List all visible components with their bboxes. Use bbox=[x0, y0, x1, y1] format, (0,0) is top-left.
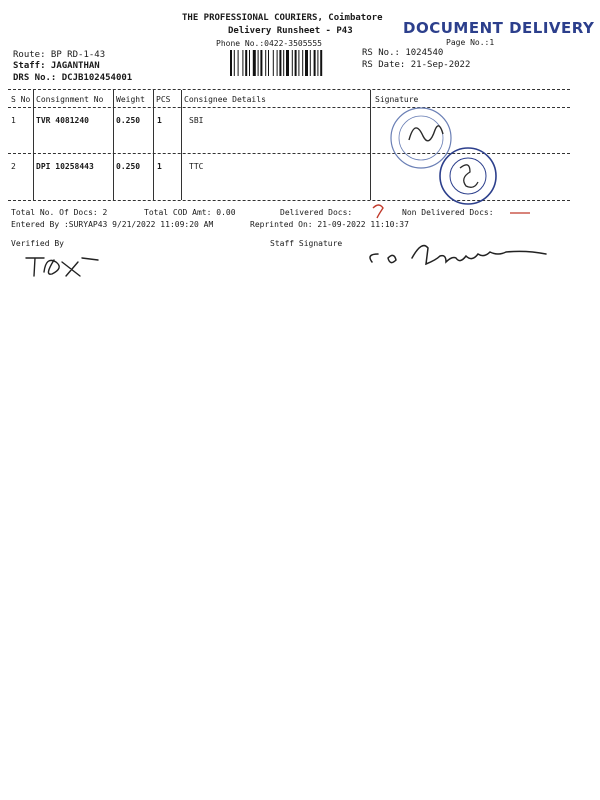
barcode-bar bbox=[298, 50, 299, 76]
col-divider bbox=[153, 90, 154, 200]
office-seal-stamp bbox=[420, 140, 510, 210]
page-number: Page No.:1 bbox=[446, 38, 495, 47]
barcode-bar bbox=[265, 50, 266, 76]
table-header-rule bbox=[8, 107, 570, 108]
row1-consignment: TVR 4081240 bbox=[36, 116, 89, 125]
entered-by: Entered By :SURYAP43 9/21/2022 11:09:20 AM bbox=[11, 220, 214, 229]
document-delivery-stamp: DOCUMENT DELIVERY bbox=[403, 19, 595, 37]
col-divider bbox=[33, 90, 34, 200]
barcode-bar bbox=[305, 50, 308, 76]
row1-pcs: 1 bbox=[157, 116, 162, 125]
staff-signature bbox=[366, 240, 586, 276]
barcode-bar bbox=[283, 50, 284, 76]
header-consignee: Consignee Details bbox=[184, 95, 266, 104]
barcode-bar bbox=[238, 50, 239, 76]
header-consignment: Consignment No bbox=[36, 95, 104, 104]
rs-number: RS No.: 1024540 bbox=[362, 48, 444, 58]
barcode-bar bbox=[230, 50, 232, 76]
company-title: THE PROFESSIONAL COURIERS, Coimbatore bbox=[182, 13, 383, 23]
row2-weight: 0.250 bbox=[116, 162, 141, 171]
barcode-bar bbox=[277, 50, 278, 76]
col-divider bbox=[113, 90, 114, 200]
barcode-bar bbox=[249, 50, 250, 76]
red-pen-dash bbox=[508, 210, 532, 216]
runsheet-title: Delivery Runsheet - P43 bbox=[228, 26, 353, 36]
barcode-bar bbox=[320, 50, 322, 76]
barcode-bar bbox=[242, 50, 243, 76]
row2-consignment: DPI 10258443 bbox=[36, 162, 94, 171]
barcode-bar bbox=[253, 50, 256, 76]
barcode-bar bbox=[245, 50, 247, 76]
barcode-bar bbox=[310, 50, 311, 76]
row1-weight: 0.250 bbox=[116, 116, 141, 125]
row1-consignee: SBI bbox=[189, 116, 204, 125]
col-divider bbox=[181, 90, 182, 200]
barcode-bar bbox=[314, 50, 316, 76]
header-signature: Signature bbox=[375, 95, 419, 104]
header-pcs: PCS bbox=[156, 95, 171, 104]
header-sno: S No bbox=[11, 95, 31, 104]
barcode-bar bbox=[286, 50, 289, 76]
row2-pcs: 1 bbox=[157, 162, 162, 171]
verified-by-label: Verified By bbox=[11, 239, 64, 248]
barcode-bar bbox=[234, 50, 235, 76]
delivered-docs: Delivered Docs: bbox=[280, 208, 353, 217]
non-delivered-docs: Non Delivered Docs: bbox=[402, 208, 494, 217]
row2-consignee: TTC bbox=[189, 162, 204, 171]
row1-sno: 1 bbox=[11, 116, 16, 125]
barcode-bar bbox=[260, 50, 262, 76]
barcode bbox=[230, 50, 352, 76]
staff-label: Staff: JAGANTHAN bbox=[13, 61, 100, 71]
drs-number: DRS No.: DCJB102454001 bbox=[13, 73, 133, 83]
col-divider bbox=[370, 90, 371, 200]
table-top-rule bbox=[8, 89, 570, 90]
row2-sno: 2 bbox=[11, 162, 16, 171]
barcode-bar bbox=[302, 50, 303, 76]
red-pen-mark bbox=[370, 204, 390, 218]
rs-date: RS Date: 21-Sep-2022 bbox=[362, 60, 471, 70]
staff-signature-label: Staff Signature bbox=[270, 239, 343, 248]
barcode-bar bbox=[268, 50, 269, 76]
reprinted-on: Reprinted On: 21-09-2022 11:10:37 bbox=[250, 220, 409, 229]
barcode-bar bbox=[295, 50, 297, 76]
verifier-signature bbox=[22, 250, 132, 282]
phone-number: Phone No.:0422-3505555 bbox=[216, 39, 322, 48]
barcode-bar bbox=[273, 50, 274, 76]
total-docs: Total No. Of Docs: 2 bbox=[11, 208, 108, 217]
route-label: Route: BP RD-1-43 bbox=[13, 50, 106, 60]
header-weight: Weight bbox=[116, 95, 145, 104]
total-cod: Total COD Amt: 0.00 bbox=[144, 208, 236, 217]
barcode-bar bbox=[279, 50, 281, 76]
barcode-bar bbox=[258, 50, 259, 76]
barcode-bar bbox=[292, 50, 293, 76]
barcode-bar bbox=[317, 50, 318, 76]
